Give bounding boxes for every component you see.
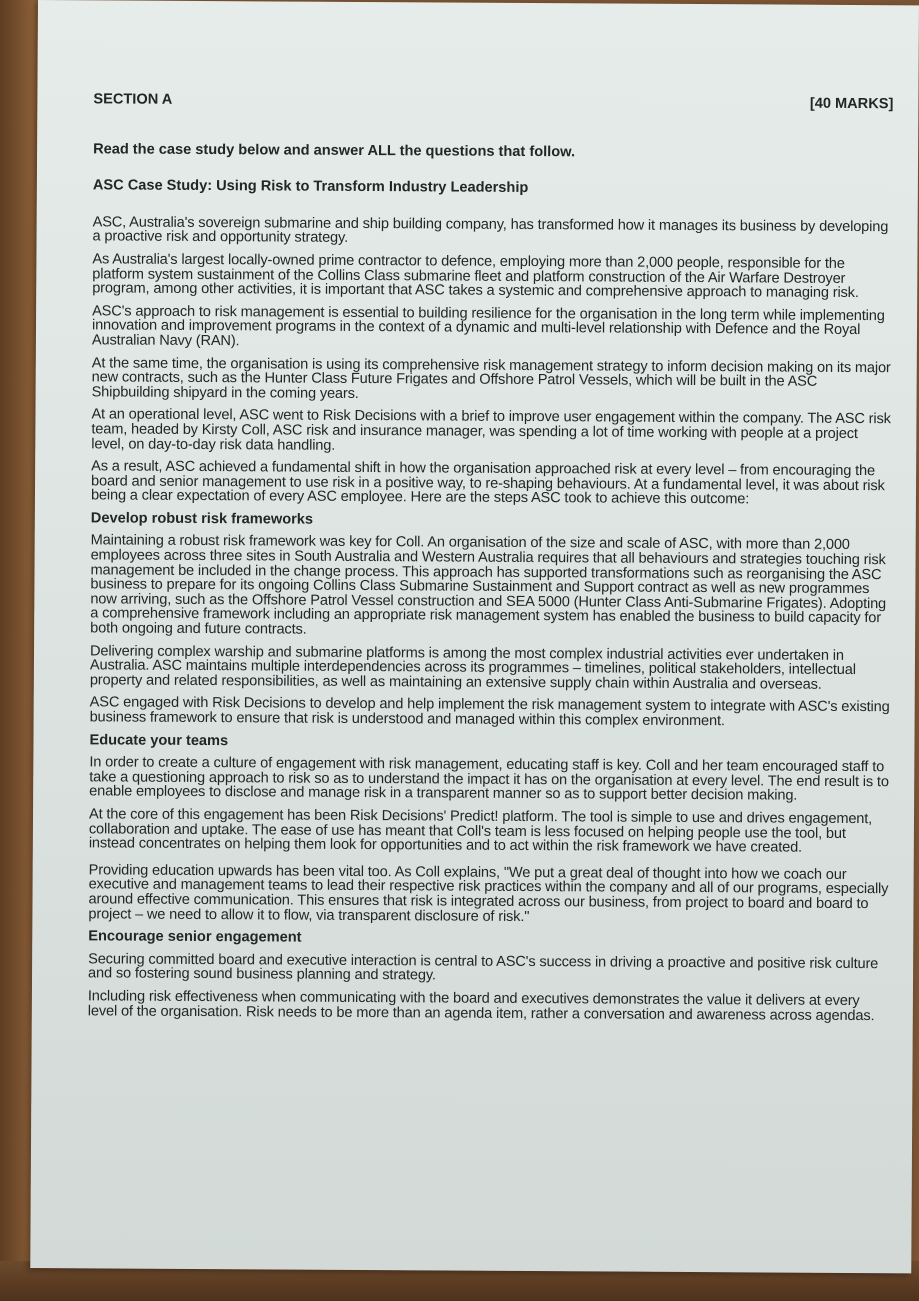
intro-paragraph: ASC's approach to risk management is essential to building resilience for the organisation in the long term while implementing innovation and improvement programs in the context of a dynamic and multi-level relationship with Defence and the Royal Australian Navy (RAN). bbox=[91, 303, 885, 350]
body-paragraph: Securing committed board and executive interaction is central to ASC's success in driving a proactive and positive risk culture and so fostering sound business planning and strategy. bbox=[88, 951, 879, 984]
body-paragraph: Maintaining a robust risk framework was key for Coll. An organisation of the size and scale of ASC, with more than 2,000 employees across three sites in South Australia and Western Australia requires that all behaviours and strategies touching risk management be included in the change process. This approach has supported transformations such as reorganising the ASC business to prepare for its ongoing Collins Class Submarine Sustainment and Support contract as well as new programmes now arriving, such as the Offshore Patrol Vessel construction and SEA 5000 (Hunter Class Anti-Submarine Frigates). Adopting a comprehensive framework including an appropriate risk management system has enabled the business to build capacity for both ongoing and future contracts. bbox=[90, 532, 887, 638]
instruction-text: Read the case study below and answer ALL the questions that follow. bbox=[93, 140, 576, 160]
intro-paragraph: As Australia's largest locally-owned prime contractor to defence, employing more than 2,000 people, responsible for the platform system sustainment of the Collins Class submarine fleet and platform construction of the Air Warfare Destroyer program, among other activities, it is important that ASC takes a systemic and comprehensive approach to managing risk. bbox=[92, 251, 859, 302]
body-paragraph: Providing education upwards has been vital too. As Coll explains, "We put a great deal of thought into how we coach our executive and management teams to lead their respective risk practices within the company and all of our programs, especially around effective communication. This ensures that risk is integrated across our business, from project to board and board to project – we need to allow it to flow, via transparent disclosure of risk." bbox=[88, 862, 889, 925]
body-paragraph: At the core of this engagement has been Risk Decisions' Predict! platform. The tool is simple to use and drives engagement, collaboration and uptake. The ease of use has meant that Coll's team is less focused on helping people use the tool, but instead concentrates on helping them look for opportunities and to act within the risk framework we have created. bbox=[88, 806, 873, 856]
body-paragraph: Including risk effectiveness when communicating with the board and executives demonstrates the value it delivers at every level of the organisation. Risk needs to be more than an agenda item, rather a conversation and awareness across agendas. bbox=[87, 988, 875, 1024]
body-paragraph: Delivering complex warship and submarine platforms is among the most complex industrial activities ever undertaken in Australia. ASC maintains multiple interdependencies across its programmes – timelines, political stakeholders, intellectual property and related responsibilities, as well as maintaining an extensive supply chain within Australia and overseas. bbox=[89, 642, 856, 693]
section-marks: [40 MARKS] bbox=[809, 95, 894, 113]
paper-sheet bbox=[30, 0, 919, 1273]
section-header bbox=[93, 92, 893, 111]
intro-paragraph: At the same time, the organisation is using its comprehensive risk management strategy to inform decision making on its major new contracts, such as the Hunter Class Future Frigates and Offshore Patrol Vessels, which will be built in the ASC Shipbuilding shipyard in the coming years. bbox=[91, 354, 891, 402]
subheading-educate-teams: Educate your teams bbox=[89, 731, 229, 749]
intro-paragraph: As a result, ASC achieved a fundamental shift in how the organisation approached risk at every level – from encouraging the board and senior management to use risk in a positive way, to re-shaping behaviours. At a fundamental level, it was about risk being a clear expectation of every ASC employee. Here are the steps ASC took to achieve this outcome: bbox=[90, 458, 885, 508]
intro-paragraph: At an operational level, ASC went to Risk Decisions with a brief to improve user engagement within the company. The ASC risk team, headed by Kirsty Coll, ASC risk and insurance manager, was spending a lot of time working with people at a project level, on day-to-day risk data handling. bbox=[91, 406, 891, 454]
intro-paragraph: ASC, Australia's sovereign submarine and ship building company, has transformed how it manages its business by developing a proactive risk and opportunity strategy. bbox=[92, 214, 889, 247]
subheading-senior-engagement: Encourage senior engagement bbox=[88, 928, 302, 946]
body-paragraph: ASC engaged with Risk Decisions to develop and help implement the risk management system to integrate with ASC's existing business framework to ensure that risk is understood and managed within this complex environment. bbox=[89, 694, 890, 730]
document-body bbox=[88, 92, 894, 1031]
section-title: SECTION A bbox=[93, 91, 173, 108]
subheading-develop-risk-frameworks: Develop robust risk frameworks bbox=[90, 510, 314, 528]
case-study-title: ASC Case Study: Using Risk to Transform Industry Leadership bbox=[92, 177, 529, 197]
body-paragraph: In order to create a culture of engagement with risk management, educating staff is key. Coll and her team encouraged staff to take a questioning approach to risk so as to understand the impact it has on the organisation at every level. The end result is to enable employees to disclose and manage risk in a transparent manner so as to support better decision making. bbox=[89, 754, 889, 805]
